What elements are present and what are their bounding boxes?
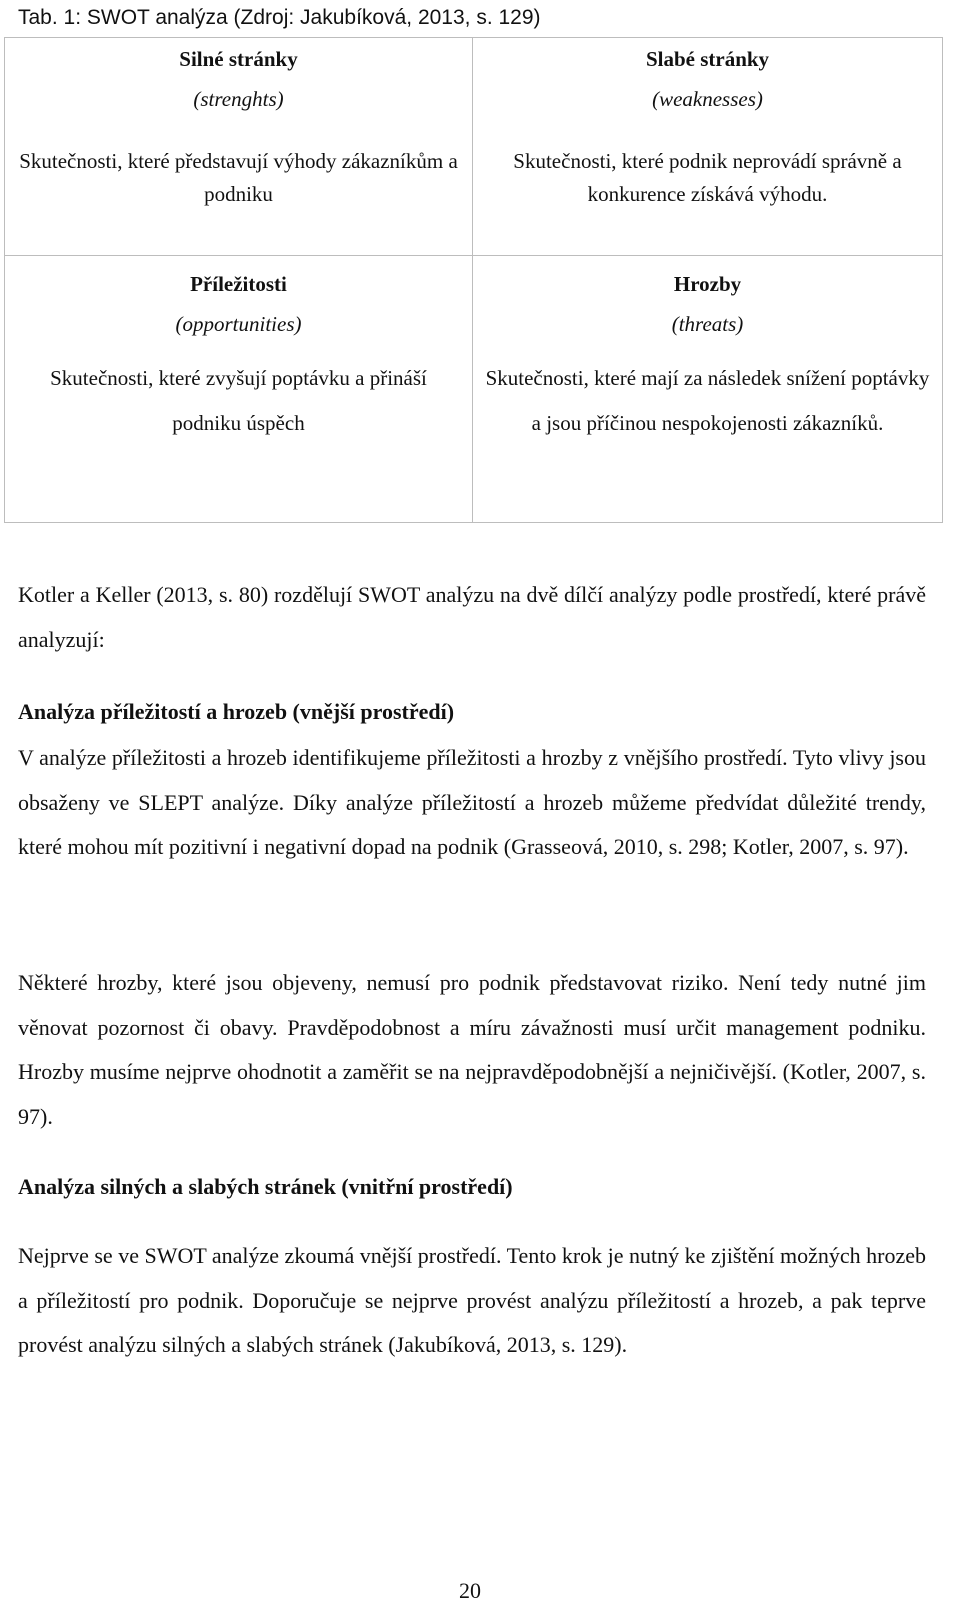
swot-table [4,37,943,523]
swot-row-internal [5,38,943,256]
swot-cell-opportunities [5,256,473,523]
page-number: 20 [459,1578,481,1603]
strengths-description: Skutečnosti, které představují výhody zákazníkům a podniku [19,149,458,206]
strengths-title: Silné stránky [179,47,298,71]
external-paragraph-2: Některé hrozby, které jsou objeveny, nemusí pro podnik představovat riziko. Není tedy nutné jim věnovat pozornost či obavy. Pravděpodobnost a míru závažnosti musí určit management podniku. Hrozby musíme nejprve ohodnotit a zaměřit se na nejpravděpodobnější a nejničivější. (Kotler, 2007, s. 97). [18,970,926,1129]
heading-external-analysis: Analýza příležitostí a hrozeb (vnější prostředí) [18,699,455,724]
opportunities-english: (opportunities) [175,312,302,336]
threats-english: (threats) [671,312,744,336]
internal-paragraph-1: Nejprve se ve SWOT analýze zkoumá vnější prostředí. Tento krok je nutný ke zjištění možných hrozeb a příležitostí pro podnik. Doporučuje se nejprve provést analýzu příležitostí a hrozeb, a pak teprve provést analýzu silných a slabých stránek (Jakubíková, 2013, s. 129). [18,1243,926,1357]
intro-paragraph: Kotler a Keller (2013, s. 80) rozdělují SWOT analýzu na dvě dílčí analýzy podle prostředí, které právě analyzují: [18,582,926,652]
opportunities-description: Skutečnosti, které zvyšují poptávku a přináší podniku úspěch [50,366,427,435]
external-paragraph-1: V analýze příležitosti a hrozeb identifikujeme příležitosti a hrozby z vnějšího prostředí. Tyto vlivy jsou obsaženy ve SLEPT analýze. Díky analýze příležitostí a hrozeb můžeme předvídat důležité trendy, které mohou mít pozitivní i negativní dopad na podnik (Grasseová, 2010, s. 298; Kotler, 2007, s. 97). [18,745,926,859]
weaknesses-title: Slabé stránky [645,47,770,71]
swot-cell-threats [473,256,943,523]
table-caption: Tab. 1: SWOT analýza (Zdroj: Jakubíková, 2013, s. 129) [18,6,541,29]
swot-row-external [5,256,943,523]
weaknesses-description: Skutečnosti, které podnik neprovádí správně a konkurence získává výhodu. [513,149,902,206]
weaknesses-english: (weaknesses) [652,87,763,111]
heading-internal-analysis: Analýza silných a slabých stránek (vnitřní prostředí) [18,1174,513,1199]
swot-cell-strengths [5,38,473,256]
strengths-english: (strenghts) [193,87,284,111]
opportunities-title: Příležitosti [190,272,287,296]
swot-cell-weaknesses [473,38,943,256]
threats-description: Skutečnosti, které mají za následek snížení poptávky a jsou příčinou nespokojenosti zákazníků. [485,366,930,435]
threats-title: Hrozby [673,272,742,296]
